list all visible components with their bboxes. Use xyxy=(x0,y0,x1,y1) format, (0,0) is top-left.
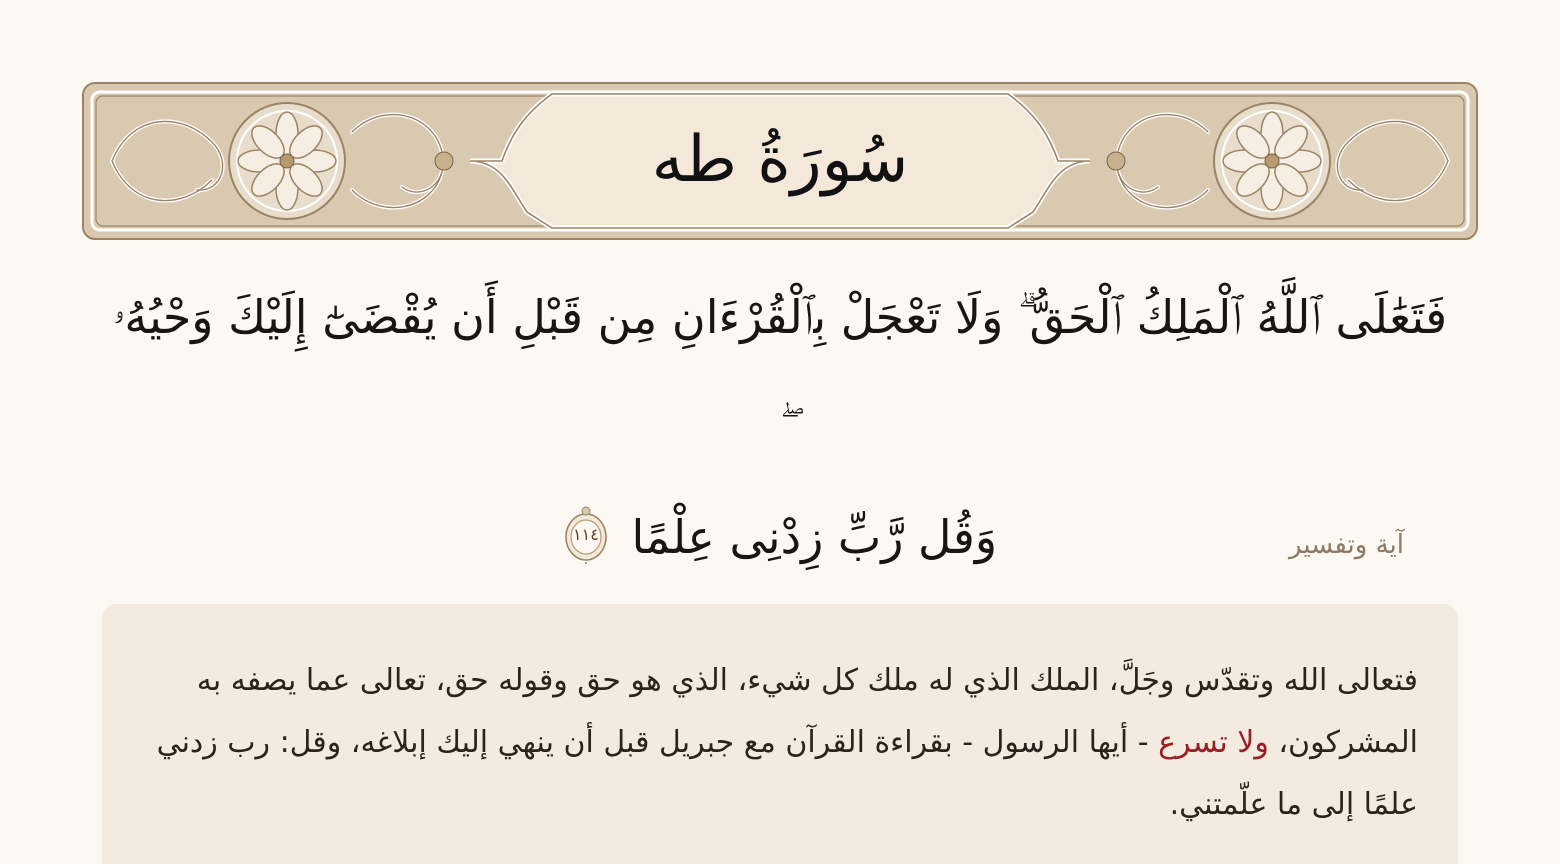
ayah-number: ١١٤ xyxy=(573,525,599,544)
tafsir-text xyxy=(150,650,1418,836)
left-rosette xyxy=(229,103,345,219)
tafsir-part-1: فتعالى الله وتقدّس وجَلَّ، الملك الذي له ملك كل شيء، الذي هو حق وقوله حق، تعالى عما يصفه به المشركون، xyxy=(196,663,1418,760)
ayah-line-2-text: وَقُل رَّبِّ زِدْنِى عِلْمًا xyxy=(631,510,998,564)
ayah-line-1: فَتَعَٰلَى ٱللَّهُ ٱلْمَلِكُ ٱلْحَقُّ ۗ وَلَا تَعْجَلْ بِٱلْقُرْءَانِ مِن قَبْلِ أَن يُقْضَىٰٓ إِلَيْكَ وَحْيُهُۥ xyxy=(112,290,1448,344)
ayah-end-rosette-icon xyxy=(563,506,609,564)
ayah-text xyxy=(110,262,1450,592)
tafsir-part-2: - أيها الرسول - بقراءة القرآن مع جبريل قبل أن ينهي إليك إبلاغه، وقل: رب زدني علمًا إلى ما علّمتني. xyxy=(156,725,1418,822)
right-rosette xyxy=(1214,103,1330,219)
surah-title: سُورَةُ طه xyxy=(651,123,909,197)
section-label: آية وتفسير xyxy=(1289,530,1404,560)
ayah-line-2 xyxy=(110,482,1450,592)
tafsir-highlight: ولا تسرع xyxy=(1158,725,1269,760)
